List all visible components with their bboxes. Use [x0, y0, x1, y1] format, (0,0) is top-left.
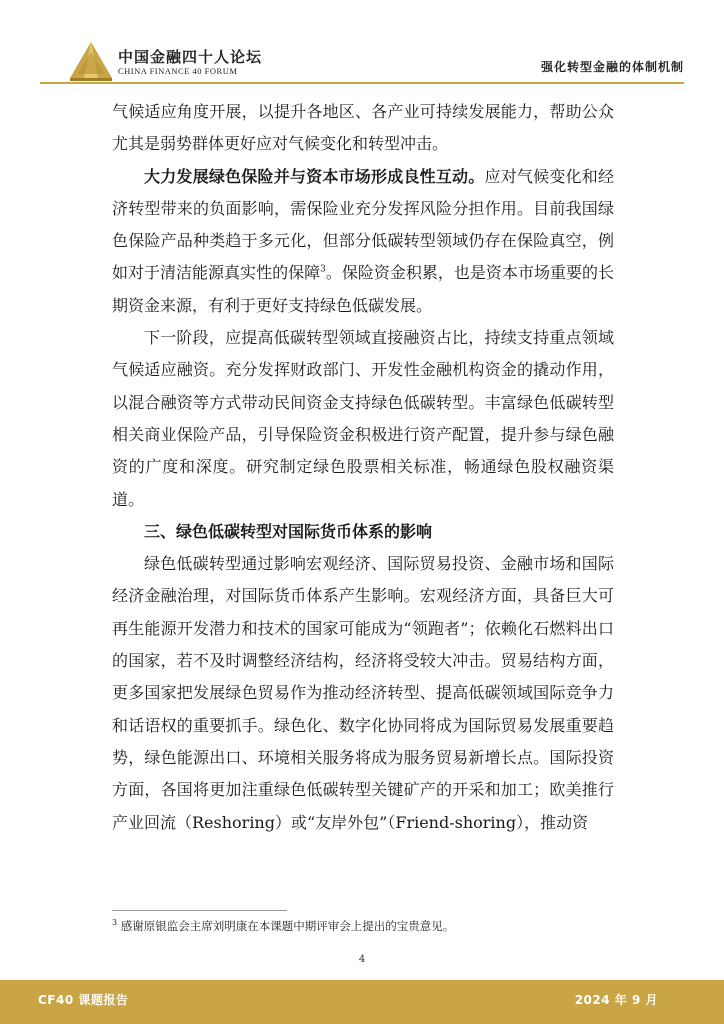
paragraph-2-lead: 大力发展绿色保险并与资本市场形成良性互动。 — [144, 166, 485, 186]
paragraph-1: 气候适应角度开展，以提升各地区、各产业可持续发展能力，帮助公众尤其是弱势群体更好应对气候变化和转型冲击。 — [112, 102, 614, 154]
footnote-text: 感谢原银监会主席刘明康在本课题中期评审会上提出的宝贵意见。 — [120, 919, 455, 933]
footnote-divider — [112, 910, 287, 911]
footer-date: 2024 年 9 月 — [574, 993, 658, 1007]
footnote — [112, 918, 454, 934]
paragraph-2-text-a: 应对气候变化和经济转型带来的负面影响，需保险业充分发挥风险分担作用。目前我国绿色保险产品种类趋于多元化，但部分低碳转型领域仍存在保险真空，例如对于清洁能源真实性的保障 — [112, 166, 614, 283]
footer-report-label: CF40 课题报告 — [38, 993, 129, 1007]
page-footer — [0, 980, 724, 1024]
paragraph-2-text-b: 。保险资金积累，也是资本市场重要的长期资金来源，有利于更好支持绿色低碳发展。 — [112, 263, 614, 315]
brand-name-cn: 中国金融四十人论坛 — [118, 48, 263, 66]
footnote-ref[interactable]: 3 — [320, 265, 326, 276]
footnote-number: 3 — [112, 918, 118, 928]
paragraph-3: 下一阶段，应提高低碳转型领域直接融资占比，持续支持重点领域气候适应融资。充分发挥财政部门、开发性金融机构资金的撬动作用，以混合融资等方式带动民间资金支持绿色低碳转型。丰富绿色低碳转型相关商业保险产品，引导保险资金积极进行资产配置，提升参与绿色融资的广度和深度。研究制定绿色股票相关标准，畅通绿色股权融资渠道。 — [112, 328, 614, 509]
page-number: 4 — [358, 954, 366, 965]
main-content — [112, 96, 614, 839]
brand-name-en: CHINA FINANCE 40 FORUM — [118, 66, 238, 76]
paragraph-2 — [112, 161, 614, 322]
page-header — [0, 0, 724, 86]
paragraph-4: 绿色低碳转型通过影响宏观经济、国际贸易投资、金融市场和国际经济金融治理，对国际货币体系产生影响。宏观经济方面，具备巨大可再生能源开发潜力和技术的国家可能成为“领跑者”；依赖化石燃料出口的国家，若不及时调整经济结构，经济将受较大冲击。贸易结构方面，更多国家把发展绿色贸易作为推动经济转型、提高低碳领域国际竞争力和话语权的重要抓手。绿色化、数字化协同将成为国际贸易发展重要趋势，绿色能源出口、环境相关服务将成为服务贸易新增长点。国际投资方面，各国将更加注重绿色低碳转型关键矿产的开采和加工；欧美推行产业回流（Reshoring）或“友岸外包”（Friend-shoring），推动资 — [112, 554, 614, 832]
cf40-logo-icon — [68, 40, 114, 82]
report-title: 强化转型金融的体制机制 — [540, 60, 684, 74]
header-divider — [40, 82, 684, 84]
section-heading: 三、绿色低碳转型对国际货币体系的影响 — [144, 521, 433, 541]
